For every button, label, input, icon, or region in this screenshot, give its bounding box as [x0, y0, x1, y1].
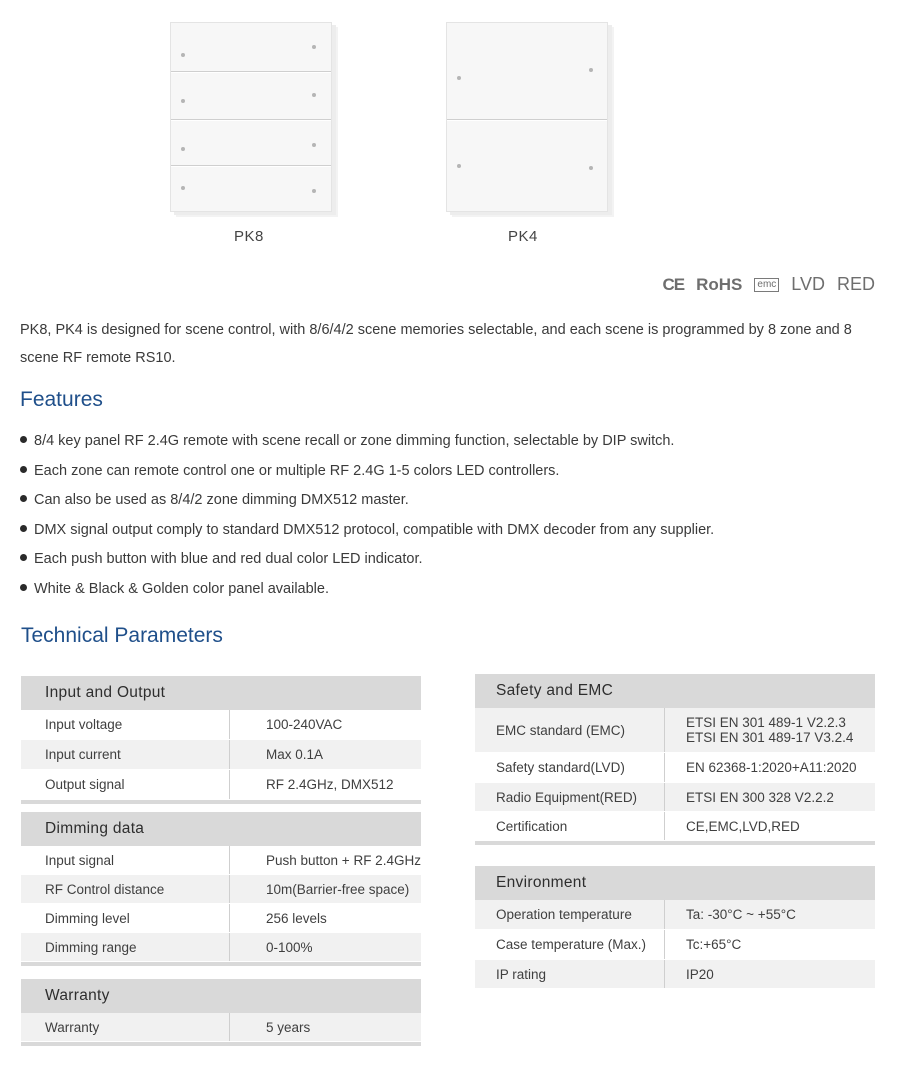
list-item: Each push button with blue and red dual color LED indicator.: [20, 547, 714, 577]
table-footer-rule: [21, 962, 421, 966]
table-footer-rule: [475, 841, 875, 845]
warranty-table: [21, 979, 421, 1046]
intro-paragraph: PK8, PK4 is designed for scene control, with 8/6/4/2 scene memories selectable, and each scene is programmed by 8 zone and 8 scene RF remote RS10.: [20, 322, 852, 366]
table-footer-rule: [21, 1042, 421, 1046]
key-divider: [447, 119, 607, 120]
key-divider: [171, 119, 331, 120]
lvd-mark: LVD: [791, 274, 825, 294]
led-indicator: [589, 166, 593, 170]
table-header: Warranty: [21, 979, 421, 1013]
led-indicator: [312, 45, 316, 49]
table-header: Environment: [475, 866, 875, 900]
list-item: Each zone can remote control one or multiple RF 2.4G 1-5 colors LED controllers.: [20, 459, 714, 489]
list-item: 8/4 key panel RF 2.4G remote with scene recall or zone dimming function, selectable by DIP switch.: [20, 429, 714, 459]
pk8-product-image: [170, 22, 332, 212]
bullet-icon: [20, 466, 27, 473]
table-header: Input and Output: [21, 676, 421, 710]
red-mark: RED: [836, 274, 875, 294]
table-row: Output signal RF 2.4GHz, DMX512: [21, 770, 421, 800]
table-row: Dimming level 256 levels: [21, 904, 421, 933]
dimming-data-table: [21, 812, 421, 966]
led-indicator: [312, 93, 316, 97]
bullet-icon: [20, 436, 27, 443]
led-indicator: [312, 189, 316, 193]
rohs-mark: RoHS: [696, 274, 743, 294]
list-item: DMX signal output comply to standard DMX512 protocol, compatible with DMX decoder from any supplier.: [20, 518, 714, 548]
table-row: IP rating IP20: [475, 960, 875, 989]
table-row: Radio Equipment(RED) ETSI EN 300 328 V2.2.2: [475, 783, 875, 812]
bullet-icon: [20, 584, 27, 591]
key-divider: [171, 71, 331, 72]
table-row: Warranty 5 years: [21, 1013, 421, 1042]
table-row: Dimming range 0-100%: [21, 933, 421, 962]
led-indicator: [312, 143, 316, 147]
table-footer-rule: [21, 800, 421, 804]
table-header: Dimming data: [21, 812, 421, 846]
table-row: EMC standard (EMC) ETSI EN 301 489-1 V2.2.3 ETSI EN 301 489-17 V3.2.4: [475, 708, 875, 753]
features-list: [20, 429, 714, 606]
pk4-product-image: [446, 22, 608, 212]
led-indicator: [181, 99, 185, 103]
environment-table: [475, 866, 875, 989]
bullet-icon: [20, 525, 27, 532]
input-output-table: [21, 676, 421, 804]
led-indicator: [181, 53, 185, 57]
ce-mark: CE: [662, 274, 685, 294]
list-item: White & Black & Golden color panel available.: [20, 577, 714, 607]
led-indicator: [181, 186, 185, 190]
table-row: Operation temperature Ta: -30°C ~ +55°C: [475, 900, 875, 930]
list-item: Can also be used as 8/4/2 zone dimming DMX512 master.: [20, 488, 714, 518]
pk8-caption: PK8: [234, 228, 264, 245]
table-row: Certification CE,EMC,LVD,RED: [475, 812, 875, 841]
led-indicator: [457, 164, 461, 168]
table-row: Safety standard(LVD) EN 62368-1:2020+A11:2020: [475, 753, 875, 783]
table-header: Safety and EMC: [475, 674, 875, 708]
led-indicator: [181, 147, 185, 151]
certification-marks: [662, 274, 875, 295]
features-heading: Features: [20, 388, 103, 411]
table-row: Case temperature (Max.) Tc:+65°C: [475, 930, 875, 960]
table-row: Input current Max 0.1A: [21, 740, 421, 770]
emc-mark: emc: [754, 278, 779, 292]
led-indicator: [457, 76, 461, 80]
led-indicator: [589, 68, 593, 72]
table-row: Input signal Push button + RF 2.4GHz: [21, 846, 421, 875]
technical-parameters-heading: Technical Parameters: [21, 624, 223, 647]
table-row: Input voltage 100-240VAC: [21, 710, 421, 740]
key-divider: [171, 165, 331, 166]
pk4-caption: PK4: [508, 228, 538, 245]
table-row: RF Control distance 10m(Barrier-free space): [21, 875, 421, 904]
safety-emc-table: [475, 674, 875, 845]
bullet-icon: [20, 495, 27, 502]
bullet-icon: [20, 554, 27, 561]
